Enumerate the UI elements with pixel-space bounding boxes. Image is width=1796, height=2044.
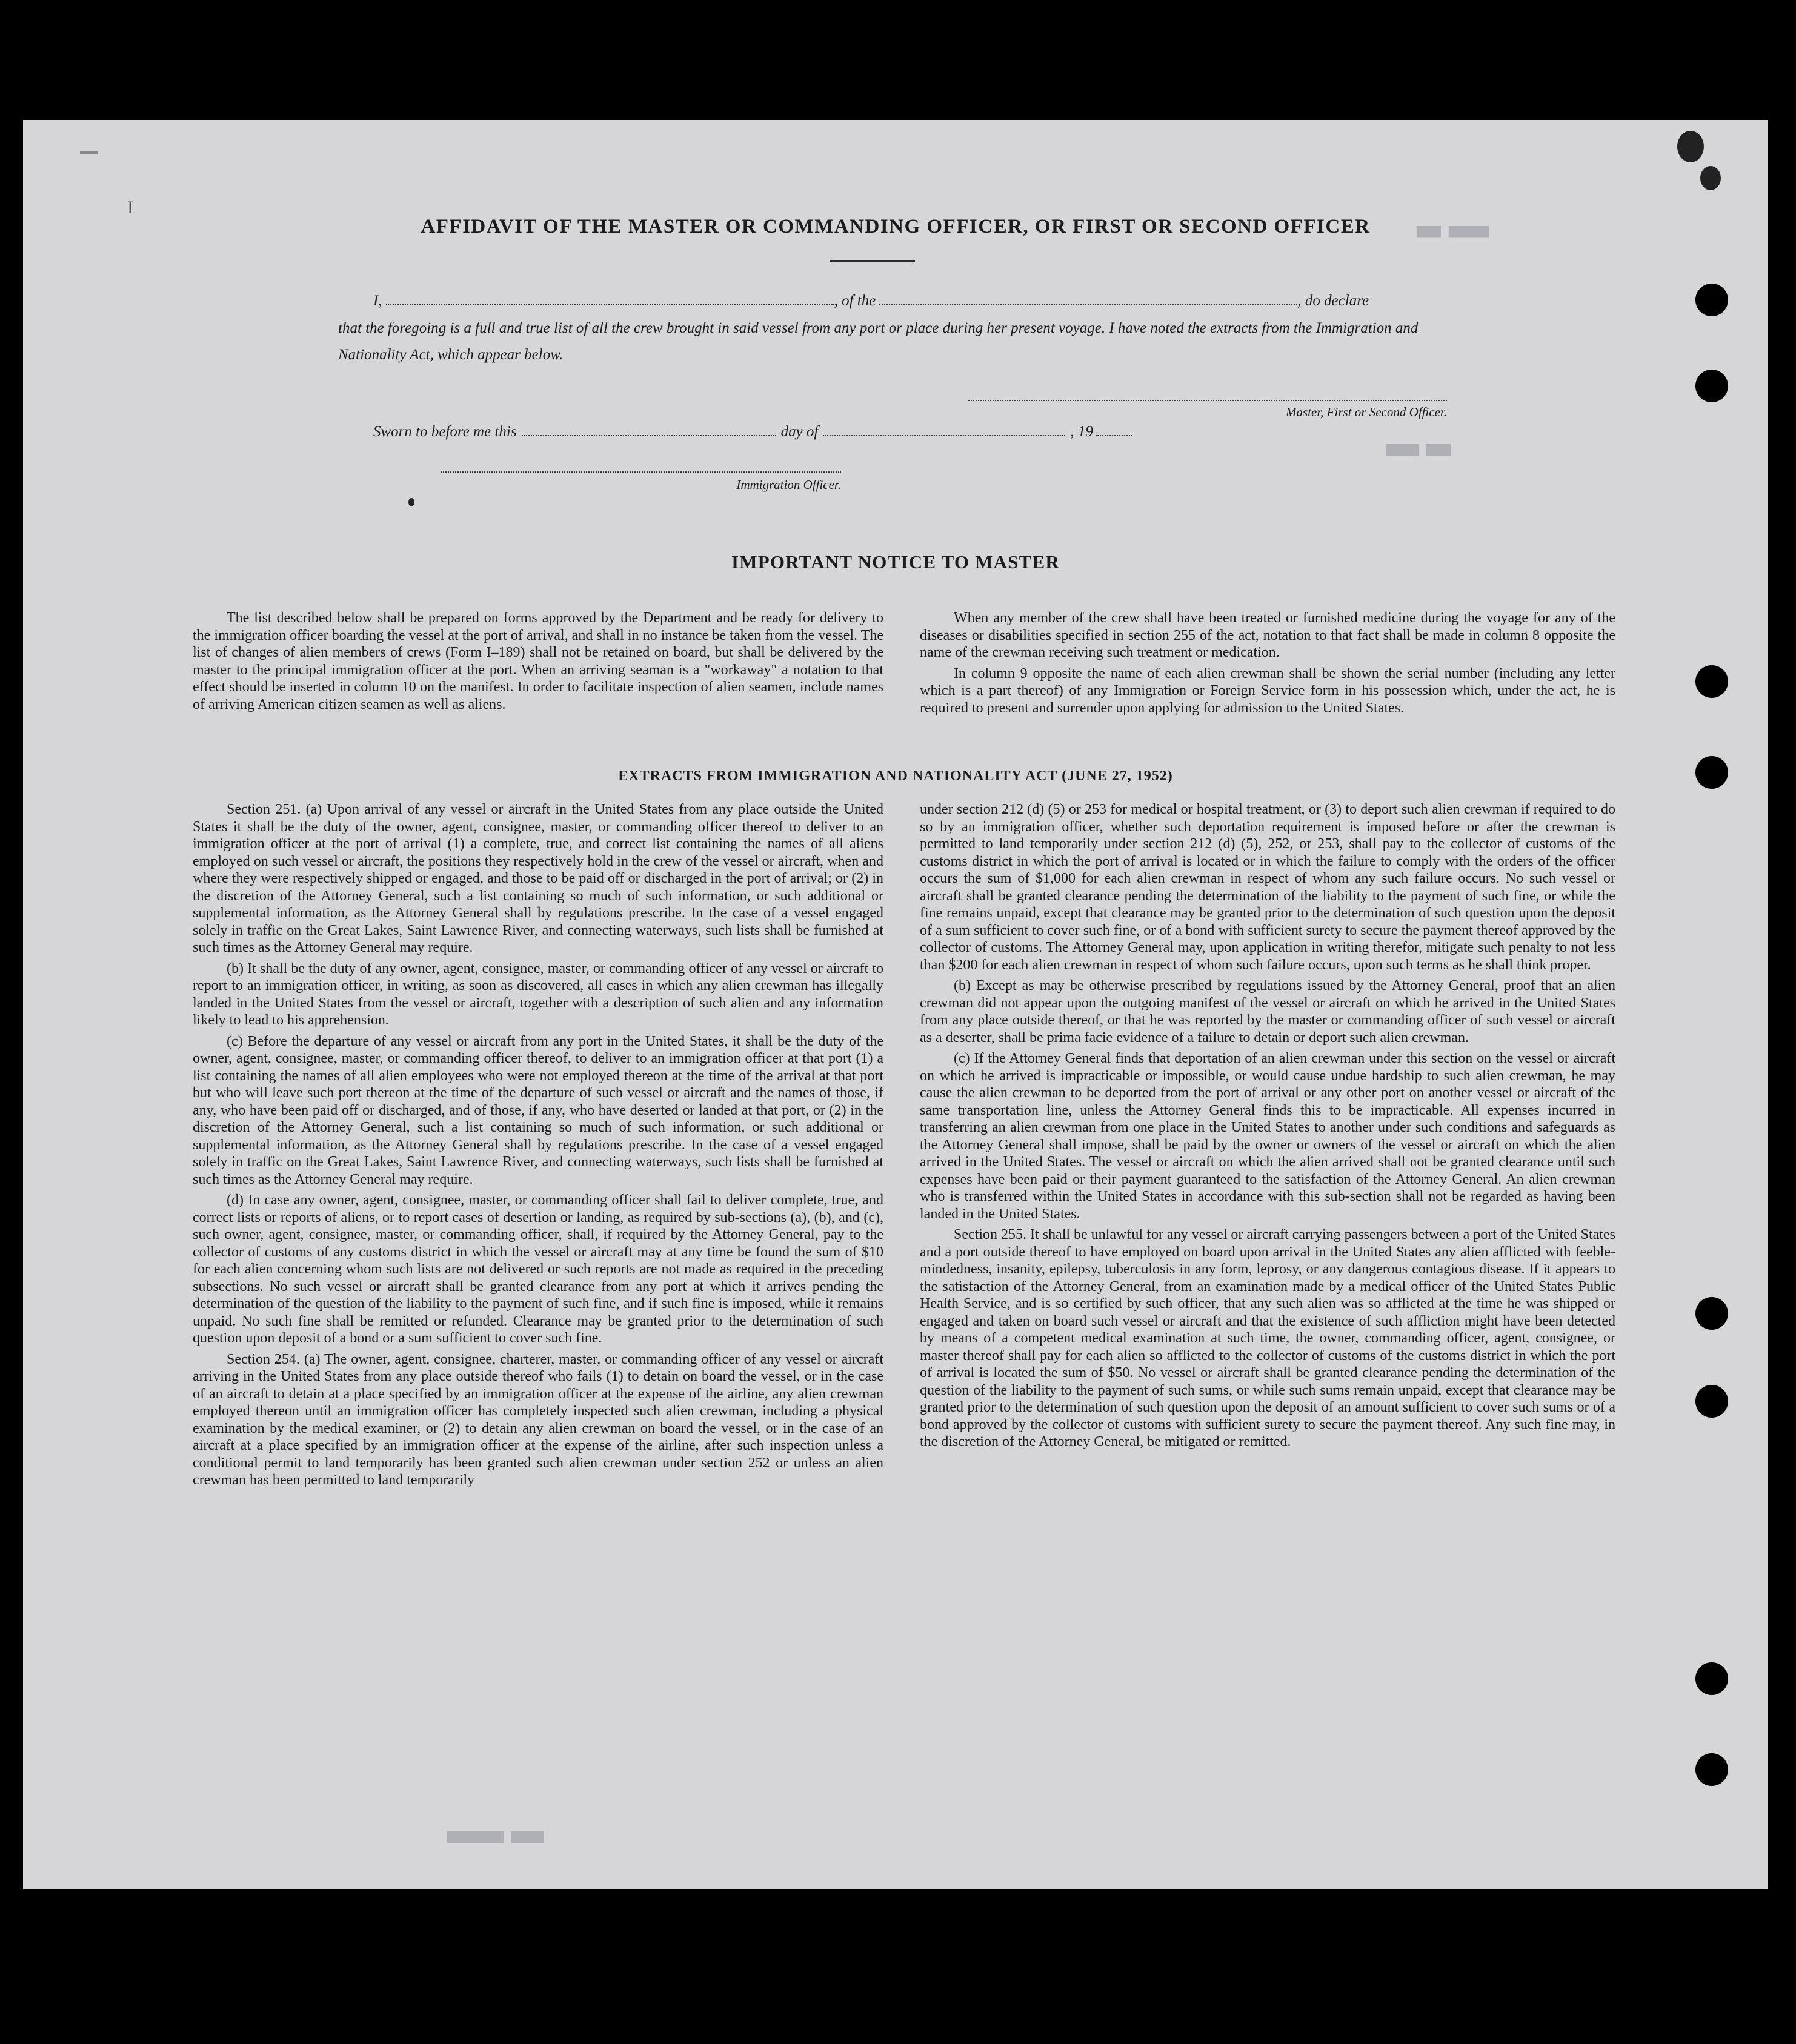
section-paragraph: Section 251. (a) Upon arrival of any vessel or aircraft in the United States from any place outside the United States it shall be the duty of the owner, agent, consignee, master, or commanding officer thereof to deliver to an immigration officer at the port of arrival (1) a complete, true, and correct list containing the names of all aliens employed on such vessel or aircraft, the positions they respectively hold in the crew of the vessel or aircraft, when and where they were respectively shipped or engaged, and those to be paid off or discharged in the port of arrival; or (2) in the discretion of the Attorney General, such a list containing so much of such information, or such additional or supplemental information, as the Attorney General shall by regulations prescribe. In the case of a vessel engaged solely in traffic on the Great Lakes, Saint Lawrence River, and connecting waterways, such lists shall be furnished at such times as the Attorney General may require. (193, 801, 883, 955)
sworn-prefix: Sworn to before me this (373, 423, 517, 440)
notice-right-column (920, 609, 1615, 720)
declaration-fill-row (338, 287, 1477, 315)
immigration-officer-line[interactable] (441, 471, 841, 473)
extracts-title: EXTRACTS FROM IMMIGRATION AND NATIONALITY ACT (JUNE 27, 1952) (618, 768, 1173, 784)
notice-paragraph: The list described below shall be prepared on forms approved by the Department and be ready for delivery to the immigration officer boarding the vessel at the port of arrival, and shall in no instance be taken from the vessel. The list of changes of alien members of crews (Form I–189) shall not be retained on board, but shall be delivered by the master to the principal immigration officer at the port. When an arriving seaman is a "workaway" a notation to that effect should be inserted in column 10 on the manifest. In order to facilitate inspection of alien seamen, include names of arriving American citizen seamen as well as aliens. (193, 610, 883, 712)
edge-mark (80, 151, 98, 154)
declaration-do-declare: , do declare (1297, 293, 1369, 309)
punch-hole (1695, 1753, 1728, 1786)
name-field[interactable] (386, 292, 834, 305)
punch-hole (1695, 1297, 1728, 1330)
ink-blot (1700, 166, 1721, 190)
section-paragraph: Section 254. (a) The owner, agent, consignee, charterer, master, or commanding officer of any vessel or aircraft arriving in the United States from any place outside thereof who fails (1) to detain on board the vessel, or in the case of an aircraft to detain at a place specified by an immigration officer at the expense of the airline, any alien crewman employed thereon until an immigration officer has completely inspected such alien crewman, including a physical examination by the medical examiner, or (2) to detain any alien crewman on board the vessel, or in the case of an aircraft at a place specified by an immigration officer at the expense of the airline, after such inspection unless a conditional permit to land temporarily has been granted such alien crewman under section 252 or unless an alien crewman has been permitted to land temporarily (193, 1351, 883, 1488)
sworn-year-field[interactable] (1096, 423, 1132, 436)
declaration-i: I, (373, 293, 382, 309)
sworn-day-field[interactable] (522, 423, 776, 436)
declaration-block (338, 287, 1477, 368)
title-rule (830, 260, 915, 262)
notice-paragraph: When any member of the crew shall have been treated or furnished medicine during the voyage for any of the diseases or disabilities specified in section 255 of the act, notation to that fact shall be made in column 8 opposite the name of the crewman receiving such treatment or medication. (920, 610, 1615, 660)
bleed-through-text: ▆▆▆▆▆▆▆ ▆▆▆▆ (447, 1829, 544, 1844)
section-paragraph: (c) Before the departure of any vessel or aircraft from any port in the United States, it shall be the duty of the owner, agent, consignee, master, or commanding officer thereof, to deliver to an immigration officer at that port (1) a list containing the names of all alien employees who were not employed thereon at the time of the arrival at that port but who will leave such port thereon at the time of the departure of such vessel or aircraft and the names of those, if any, who have been paid off or discharged, and of those, if any, who have deserted or landed at that port, or (2) in the discretion of the Attorney General, such a list containing so much of such information, or such additional or supplemental information, as the Attorney General shall by regulations prescribe. In the case of a vessel engaged solely in traffic on the Great Lakes, Saint Lawrence River, and connecting waterways, such lists shall be furnished at such times as the Attorney General may require. (193, 1033, 883, 1187)
section-paragraph: under section 212 (d) (5) or 253 for medical or hospital treatment, or (3) to deport such alien crewman if required to do so by an immigration officer, whether such deportation requirement is imposed before or after the crewman is permitted to land temporarily under section 212 (d) (5), 252, or 253, shall pay to the collector of customs of the customs district in which the port of arrival is located or in which the failure to comply with the orders of the officer occurs the sum of $1,000 for each alien crewman in respect of whom any such failure occurs. No such vessel or aircraft shall be granted clearance pending the determination of the liability to the payment of such fine, or while the fine remains unpaid, except that clearance may be granted prior to the determination of such question upon the deposit of a sum sufficient to cover such fine, or of a bond with sufficient surety to secure the payment thereof approved by the collector of customs. The Attorney General may, upon application in writing therefor, mitigate such penalty to not less than $200 for each alien crewman in respect of whom such failure occurs, upon such terms as he shall think proper. (920, 801, 1615, 973)
vessel-field[interactable] (879, 292, 1297, 305)
punch-hole (1695, 1385, 1728, 1418)
section-paragraph: Section 255. It shall be unlawful for any vessel or aircraft carrying passengers between a port of the United States and a port outside thereof to have employed on board upon arrival in the United States any alien afflicted with feeble-mindedness, insanity, epilepsy, tuberculosis in any form, leprosy, or any dangerous contagious disease. If it appears to the satisfaction of the Attorney General, from an examination made by a medical officer of the United States Public Health Service, and is so certified by such officer, that any such alien was so afflicted at the time he was shipped or engaged and taken on board such vessel or aircraft and that the existence of such affliction might have been detected by means of a competent medical examination at such time, the owner, commanding officer, agent, consignee, or master thereof shall pay for each alien so afflicted to the collector of customs of the customs district in which the port of arrival is located the sum of $50. No vessel or aircraft shall be granted clearance pending the determination of the question of the liability to the payment of such sums, or while such sums remain unpaid, except that clearance may be granted prior to the determination of such question upon the deposit of an amount sufficient to cover such sums or of a bond approved by the collector of customs with sufficient surety to secure the payment thereof. Any such fine may, in the discretion of the Attorney General, be mitigated or remitted. (920, 1227, 1615, 1450)
extracts-left-column (193, 801, 883, 1493)
extracts-right-column (920, 801, 1615, 1455)
master-signature-label: Master, First or Second Officer. (1286, 405, 1447, 419)
declaration-body: that the foregoing is a full and true list of all the crew brought in said vessel from any port or place during her present voyage. I have noted the extracts from the Immigration and Nationality Act, which appear below. (338, 320, 1419, 363)
bleed-through-text: ▆▆▆▆ ▆▆▆ (1386, 442, 1451, 457)
section-paragraph: (c) If the Attorney General finds that deportation of an alien crewman under this section on the vessel or aircraft on which he arrived is impracticable or impossible, or would cause undue hardship to such alien crewman, he may cause the alien crewman to be deported from the port of arrival or any other port on another vessel or aircraft of the same transportation line, unless the Attorney General finds this to be impracticable. All expenses incurred in transferring an alien crewman from one place in the United States to another under such conditions and safeguards as the Attorney General shall impose, shall be paid by the owner or owners of the vessel or aircraft on which the alien arrived in the United States. The vessel or aircraft on which the alien arrived shall not be granted clearance until such expenses have been paid or their payment guaranteed to the satisfaction of the Attorney General. An alien crewman who is transferred within the United States in accordance with this sub-section shall not be regarded as having been landed in the United States. (920, 1050, 1615, 1222)
punch-hole (1695, 1662, 1728, 1695)
section-paragraph: (d) In case any owner, agent, consignee, master, or commanding officer shall fail to deliver complete, true, and correct lists or reports of aliens, or to report cases of desertion or landing, as required by sub-sections (a), (b), and (c), such owner, agent, consignee, master, or commanding officer, shall, if required by the Attorney General, pay to the collector of customs of any customs district in which the vessel or aircraft may at any time be found the sum of $10 for each alien concerning whom such lists are not delivered or such reports are not made as required in the preceding subsections. No such vessel or aircraft shall be granted clearance from any port at which it arrives pending the determination of the question of the liability to the payment of such fine, and if such fine is imposed, while it remains unpaid. No such fine shall be remitted or refunded. Clearance may be granted prior to the determination of such question upon deposit of a bond or a sum sufficient to cover such fine. (193, 1192, 883, 1346)
document-page (23, 120, 1768, 1889)
sworn-year: , 19 (1070, 423, 1093, 440)
sworn-row (373, 423, 1222, 440)
sworn-month-field[interactable] (823, 423, 1065, 436)
notice-title: IMPORTANT NOTICE TO MASTER (731, 551, 1060, 572)
notice-paragraph: In column 9 opposite the name of each alien crewman shall be shown the serial number (including any letter which is a part thereof) of any Immigration or Foreign Service form in his possession which, under the act, he is required to present and surrender upon applying for admission to the United States. (920, 665, 1615, 716)
margin-mark: I (127, 197, 133, 217)
master-signature-line[interactable] (968, 400, 1447, 401)
immigration-officer-label: Immigration Officer. (736, 477, 841, 492)
punch-hole (1695, 284, 1728, 316)
bleed-through-text: ▆▆▆ ▆▆▆▆▆ (1417, 224, 1489, 239)
section-paragraph: (b) It shall be the duty of any owner, agent, consignee, master, or commanding officer of any vessel or aircraft to report to an immigration officer, in writing, as soon as discovered, all cases in which any alien crewman has illegally landed in the United States from the vessel or aircraft, together with a description of such alien and any information likely to lead to his apprehension. (193, 960, 883, 1028)
ink-speck (408, 498, 414, 506)
punch-hole (1695, 370, 1728, 402)
declaration-of-the: , of the (834, 293, 876, 309)
notice-left-column (193, 609, 883, 717)
sworn-day-of: day of (780, 423, 819, 440)
section-paragraph: (b) Except as may be otherwise prescribed by regulations issued by the Attorney General, proof that an alien crewman did not appear upon the outgoing manifest of the vessel or aircraft on which he arrived in the United States from any place outside thereof, or that he was reported by the master or commanding officer of such vessel or aircraft as a deserter, shall be prima facie evidence of a failure to detain or deport such alien crewman. (920, 978, 1615, 1046)
punch-hole (1695, 665, 1728, 698)
affidavit-title: AFFIDAVIT OF THE MASTER OR COMMANDING OFFICER, OR FIRST OR SECOND OFFICER (421, 216, 1371, 237)
ink-blot (1677, 131, 1704, 162)
